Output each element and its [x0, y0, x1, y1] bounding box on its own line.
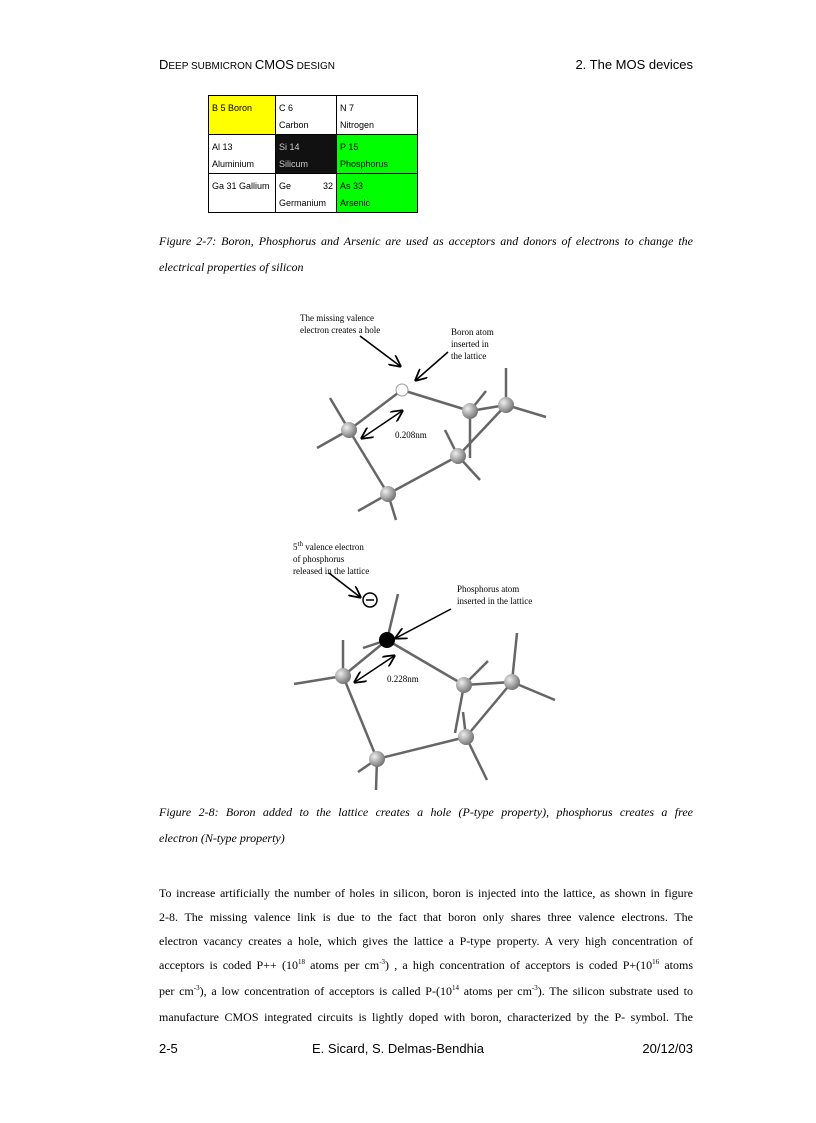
footer-date: 20/12/03: [642, 1041, 693, 1056]
diagram1-bonds: [317, 368, 546, 520]
arrow-hole: [360, 336, 400, 366]
body-line: electron vacancy creates a hole, which gives the lattice a P-type property. A very high concentration of: [159, 934, 693, 948]
silicon-atom: [504, 674, 520, 690]
silicon-atom: [458, 729, 474, 745]
silicon-atom: [341, 422, 357, 438]
arrow-boron: [416, 352, 448, 380]
footer-authors: E. Sicard, S. Delmas-Bendhia: [312, 1041, 484, 1056]
silicon-atom: [369, 751, 385, 767]
silicon-atom: [380, 486, 396, 502]
header-right: 2. The MOS devices: [575, 57, 693, 72]
figure-2-7-caption: Figure 2-7: Boron, Phosphorus and Arsenic are used as acceptors and donors of electrons to change the electrical properties of silicon: [159, 234, 693, 274]
label-fifth-electron: 5th valence electron of phosphorus released in the lattice: [293, 540, 370, 576]
hole-atom: [396, 384, 408, 396]
cell-gallium: Ga 31 Gallium: [209, 174, 276, 213]
free-electron-icon: [363, 593, 377, 607]
cell-aluminium: Al 13 Aluminium: [209, 135, 276, 174]
diagram1-atoms: [341, 384, 514, 502]
arrow-phosphorus: [396, 609, 451, 638]
header-left: DEEP SUBMICRON CMOS DESIGN: [159, 57, 336, 72]
cell-silicon: Si 14 Silicum: [276, 135, 337, 174]
body-line: manufacture CMOS integrated circuits is lightly doped with boron, characterized by the P- symbol. The: [159, 1010, 693, 1024]
silicon-atom: [456, 677, 472, 693]
distance-label-boron: 0.208nm: [395, 430, 427, 440]
cell-carbon: C 6 Carbon: [276, 96, 337, 135]
footer-page-number: 2-5: [159, 1041, 178, 1056]
silicon-atom: [335, 668, 351, 684]
cell-boron: B 5 Boron: [209, 96, 276, 135]
distance-label-phosphorus: 0.228nm: [387, 674, 419, 684]
phosphorus-atom: [379, 632, 395, 648]
cell-germanium: Ge 32 Germanium: [276, 174, 337, 213]
label-phosphorus-atom: Phosphorus atom inserted in the lattice: [457, 584, 533, 606]
body-line: per $cm^{-3}$), a low concentration of acceptors is called $P-(10^{14}$ atoms per $cm^{-3}$). The silicon substrate used to: [159, 984, 694, 998]
body-line: 2-8. The missing valence link is due to the fact that boron only shares three valence electrons. The: [159, 910, 693, 924]
cell-phosphorus: P 15 Phosphorus: [337, 135, 418, 174]
label-boron-atom: Boron atom inserted in the lattice: [451, 327, 494, 361]
label-missing-valence: The missing valence electron creates a hole: [300, 313, 381, 335]
silicon-atom: [462, 403, 478, 419]
figure-2-8-caption: Figure 2-8: Boron added to the lattice creates a hole (P-type property), phosphorus creates a free electron (N-type property): [159, 805, 693, 845]
body-line: To increase artificially the number of holes in silicon, boron is injected into the lattice, as shown in figure: [159, 886, 693, 900]
silicon-atom: [450, 448, 466, 464]
body-line: acceptors is coded $P++ (10^{18}$ atoms per $cm^{-3}$) , a high concentration of acceptors is coded $P+(10^{16}$ atoms: [159, 958, 693, 972]
cell-nitrogen: N 7 Nitrogen: [337, 96, 418, 135]
cell-arsenic: As 33 Arsenic: [337, 174, 418, 213]
silicon-atom: [498, 397, 514, 413]
